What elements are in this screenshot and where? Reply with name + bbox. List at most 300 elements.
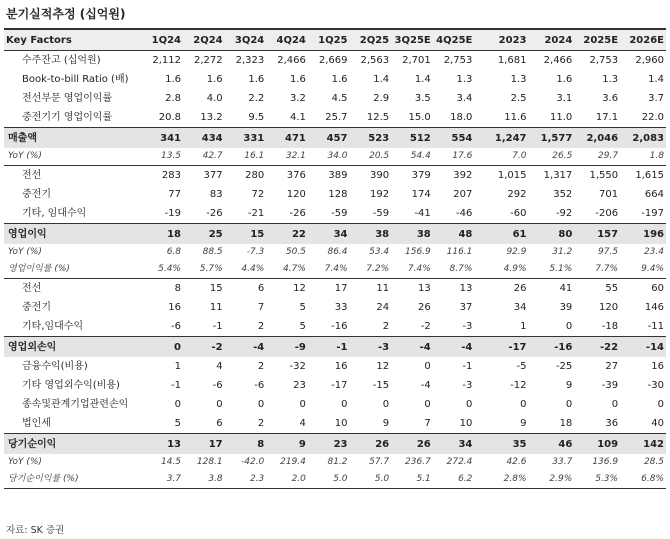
row-label: 영업이익률 (%): [8, 264, 70, 274]
row-label: 전선: [22, 283, 42, 294]
header-cell: 4Q25E: [436, 34, 473, 46]
quarter-value: 457: [326, 132, 348, 144]
quarter-value: 1.4: [373, 74, 390, 85]
quarter-value: 377: [203, 170, 223, 181]
quarter-value: 2.2: [248, 93, 265, 104]
column-gap: [474, 395, 482, 414]
annual-value: 146: [644, 302, 664, 313]
quarter-value: -59: [372, 208, 390, 219]
annual-value: 1: [520, 321, 527, 332]
column-gap: [474, 434, 482, 455]
quarter-value: 18: [167, 228, 182, 240]
quarter-value: 1.6: [165, 74, 182, 85]
annual-value: 28.5: [643, 457, 664, 467]
annual-value: 39: [559, 302, 573, 313]
quarter-value: 2,669: [318, 55, 348, 66]
annual-value: 97.5: [598, 247, 619, 257]
header-cell: 3Q24: [234, 34, 265, 46]
annual-value: -14: [645, 341, 664, 353]
annual-value: 0: [565, 321, 573, 332]
quarter-value: 128: [328, 189, 348, 200]
annual-value: 0: [565, 399, 573, 410]
quarter-value: -16: [331, 321, 348, 332]
annual-value: 22.0: [641, 112, 664, 123]
column-gap: [474, 204, 482, 224]
annual-value: -17: [508, 341, 527, 353]
quarter-value: 5.1: [416, 474, 431, 484]
quarter-value: 13: [418, 283, 431, 294]
quarter-value: 88.5: [202, 247, 223, 257]
quarter-value: 9: [298, 438, 306, 450]
annual-value: 26: [513, 283, 527, 294]
quarter-value: -1: [171, 380, 182, 391]
row-label: Book-to-bill Ratio (배): [22, 74, 129, 85]
quarter-value: 6: [216, 418, 223, 429]
annual-value: 55: [605, 283, 619, 294]
quarter-value: 16: [168, 302, 182, 313]
quarter-value: 23: [333, 438, 348, 450]
annual-value: -25: [555, 361, 573, 372]
ratio-row: [4, 244, 666, 261]
header-cell: 2024: [544, 34, 573, 46]
quarter-value: 2: [257, 418, 265, 429]
table-row: [4, 204, 666, 224]
quarter-value: 12: [376, 361, 390, 372]
annual-value: 9: [565, 380, 573, 391]
annual-value: 352: [553, 189, 573, 200]
column-gap: [474, 108, 482, 128]
table-row: [4, 317, 666, 337]
quarter-value: 9.5: [248, 112, 265, 123]
earnings-table: [4, 28, 666, 489]
quarter-value: 15.0: [408, 112, 431, 123]
quarter-value: -15: [372, 380, 390, 391]
annual-value: 1,317: [543, 170, 573, 181]
quarter-value: 81.2: [327, 457, 348, 467]
quarter-value: 0: [299, 399, 306, 410]
quarter-value: 0: [216, 399, 223, 410]
annual-value: 0: [657, 399, 664, 410]
quarter-value: 33: [334, 302, 348, 313]
annual-value: 18: [559, 418, 573, 429]
quarter-value: 22: [291, 228, 306, 240]
annual-value: -12: [510, 380, 527, 391]
quarter-value: 0: [424, 361, 431, 372]
column-gap: [474, 244, 482, 261]
table-row: [4, 279, 666, 299]
source-note: 자료: SK 증권: [6, 525, 65, 536]
quarter-value: 8: [257, 438, 265, 450]
table-body: [4, 51, 666, 489]
quarter-value: 0: [174, 399, 182, 410]
annual-value: 23.4: [643, 247, 664, 257]
quarter-value: 4: [299, 418, 306, 429]
quarter-value: 83: [209, 189, 223, 200]
quarter-value: 116.1: [446, 247, 473, 257]
quarter-value: 3.4: [456, 93, 473, 104]
annual-value: -18: [601, 321, 619, 332]
annual-value: 2.5: [510, 93, 527, 104]
annual-value: 2.8%: [503, 474, 527, 484]
quarter-value: -26: [206, 208, 223, 219]
quarter-value: 7.4%: [324, 264, 348, 274]
row-label: 중전기: [22, 302, 51, 313]
quarter-value: 0: [257, 399, 265, 410]
annual-value: 3.7: [648, 93, 664, 104]
annual-value: 142: [643, 438, 664, 450]
quarter-value: 2,753: [443, 55, 473, 66]
quarter-value: 2,272: [194, 55, 223, 66]
annual-value: -60: [510, 208, 527, 219]
quarter-value: 0: [174, 341, 182, 353]
annual-value: 2,960: [635, 55, 664, 66]
header-cell: 2023: [498, 34, 527, 46]
annual-value: -30: [647, 380, 664, 391]
annual-value: 5.3%: [595, 474, 619, 484]
annual-value: 80: [558, 228, 573, 240]
quarter-value: 331: [243, 132, 265, 144]
quarter-value: 1.6: [206, 74, 223, 85]
annual-value: 60: [651, 283, 664, 294]
row-label: 영업외손익: [8, 341, 57, 353]
quarter-value: 389: [328, 170, 348, 181]
column-gap: [474, 471, 482, 489]
annual-value: 9.4%: [641, 264, 664, 274]
annual-value: 46: [558, 438, 573, 450]
quarter-value: -2: [420, 321, 431, 332]
quarter-value: 2,466: [277, 55, 306, 66]
quarter-value: 13: [459, 283, 473, 294]
row-label: 당기순이익: [8, 438, 57, 450]
quarter-value: 341: [160, 132, 182, 144]
header-cell: 2Q25: [359, 34, 390, 46]
quarter-value: 5.7%: [199, 264, 223, 274]
annual-value: 4.9%: [503, 264, 527, 274]
header-cell: 4Q24: [276, 34, 306, 46]
row-label: 전선부문 영업이익률: [22, 93, 113, 104]
quarter-value: 10: [334, 418, 348, 429]
column-gap: [474, 414, 482, 434]
header-cell: 1Q24: [151, 34, 182, 46]
annual-value: 35: [512, 438, 527, 450]
quarter-value: 23: [293, 380, 306, 391]
annual-value: 36: [605, 418, 619, 429]
annual-value: 61: [512, 228, 527, 240]
annual-value: 1.8: [649, 151, 664, 161]
row-label: 수주잔고 (십억원): [22, 55, 101, 66]
quarter-value: 1.6: [248, 74, 265, 85]
annual-value: 40: [651, 418, 664, 429]
quarter-value: 2,563: [360, 55, 390, 66]
annual-value: 42.6: [506, 457, 527, 467]
ratio-row: [4, 148, 666, 166]
annual-value: 27: [605, 361, 619, 372]
row-label: 금융수익(비용): [22, 361, 88, 372]
annual-value: 2,466: [543, 55, 573, 66]
annual-value: 3.6: [602, 93, 619, 104]
quarter-value: 7: [257, 302, 265, 313]
quarter-value: -2: [211, 341, 223, 353]
column-gap: [474, 357, 482, 376]
quarter-value: -46: [456, 208, 473, 219]
table-row: [4, 108, 666, 128]
row-label: 법인세: [22, 418, 51, 429]
quarter-value: 14.5: [160, 457, 182, 467]
quarter-value: 5.0: [374, 474, 390, 484]
row-label: 영업이익: [8, 228, 47, 240]
quarter-value: 20.5: [369, 151, 390, 161]
quarter-value: 2.0: [291, 474, 306, 484]
quarter-value: 26: [375, 438, 390, 450]
annual-value: 1.4: [648, 74, 664, 85]
column-gap: [474, 376, 482, 395]
quarter-value: 471: [285, 132, 306, 144]
annual-value: -11: [647, 321, 664, 332]
quarter-value: 0: [424, 399, 431, 410]
annual-value: 31.2: [552, 247, 573, 257]
ratio-row: [4, 261, 666, 279]
column-gap: [474, 185, 482, 204]
quarter-value: -1: [336, 341, 348, 353]
quarter-value: 54.4: [410, 151, 431, 161]
row-label: YoY (%): [8, 151, 42, 161]
annual-value: 16: [651, 361, 664, 372]
quarter-value: 2.3: [249, 474, 265, 484]
row-label: 중전기기 영업이익률: [22, 112, 113, 123]
table-row: [4, 70, 666, 89]
quarter-value: 57.7: [369, 457, 390, 467]
quarter-value: 5: [299, 321, 306, 332]
column-gap: [474, 128, 482, 149]
quarter-value: 4.4%: [241, 264, 265, 274]
table-row: [4, 89, 666, 108]
quarter-value: 4: [216, 361, 223, 372]
column-gap: [474, 89, 482, 108]
ratio-row: [4, 471, 666, 489]
annual-value: 701: [599, 189, 619, 200]
quarter-value: -4: [461, 341, 473, 353]
quarter-value: 25: [208, 228, 223, 240]
section-row: [4, 224, 666, 245]
annual-value: 2,083: [632, 132, 664, 144]
quarter-value: -9: [294, 341, 306, 353]
quarter-value: 38: [375, 228, 390, 240]
header-gap: [474, 29, 482, 51]
header-cell: 3Q25E: [394, 34, 431, 46]
quarter-value: -6: [171, 321, 182, 332]
quarter-value: -17: [331, 380, 348, 391]
column-gap: [474, 261, 482, 279]
row-label: 전선: [22, 170, 42, 181]
quarter-value: 2: [257, 361, 265, 372]
quarter-value: 174: [411, 189, 431, 200]
annual-value: 34: [513, 302, 527, 313]
quarter-value: 156.9: [405, 247, 431, 257]
quarter-value: 2: [257, 321, 265, 332]
quarter-value: 16: [334, 361, 348, 372]
quarter-value: 26: [418, 302, 431, 313]
quarter-value: 25.7: [325, 112, 348, 123]
quarter-value: 5: [299, 302, 306, 313]
quarter-value: 6.8: [166, 247, 182, 257]
column-gap: [474, 317, 482, 337]
annual-value: 1,015: [497, 170, 527, 181]
quarter-value: 434: [201, 132, 223, 144]
table-row: [4, 51, 666, 71]
quarter-value: 207: [453, 189, 473, 200]
quarter-value: 37: [459, 302, 473, 313]
quarter-value: -42.0: [240, 457, 265, 467]
quarter-value: 15: [250, 228, 265, 240]
quarter-value: 120: [286, 189, 306, 200]
annual-value: -16: [554, 341, 573, 353]
quarter-value: 10: [459, 418, 473, 429]
annual-value: -39: [601, 380, 619, 391]
section-row: [4, 337, 666, 358]
quarter-value: -3: [378, 341, 390, 353]
quarter-value: 5.0: [333, 474, 348, 484]
annual-value: 1,615: [635, 170, 664, 181]
quarter-value: 17: [208, 438, 223, 450]
section-row: [4, 128, 666, 149]
quarter-value: 3.8: [208, 474, 223, 484]
quarter-value: 48: [458, 228, 473, 240]
quarter-value: 4.0: [206, 93, 223, 104]
row-label: 기타, 임대수익: [22, 208, 87, 219]
quarter-value: 34.0: [327, 151, 348, 161]
quarter-value: -41: [414, 208, 431, 219]
row-label: 매출액: [8, 132, 37, 144]
annual-value: 3.1: [556, 93, 573, 104]
quarter-value: 272.4: [446, 457, 473, 467]
header-row: [4, 29, 666, 51]
quarter-value: 12: [293, 283, 306, 294]
quarter-value: 236.7: [405, 457, 431, 467]
quarter-value: 2,323: [235, 55, 265, 66]
annual-value: 1,577: [540, 132, 573, 144]
annual-value: 9: [520, 418, 527, 429]
column-gap: [474, 70, 482, 89]
quarter-value: -4: [420, 380, 431, 391]
quarter-value: 15: [209, 283, 223, 294]
quarter-value: 283: [161, 170, 182, 181]
annual-value: 2.9%: [549, 474, 573, 484]
column-gap: [474, 454, 482, 471]
quarter-value: 0: [382, 399, 390, 410]
quarter-value: 11: [376, 283, 390, 294]
annual-value: 92.9: [506, 247, 527, 257]
table-row: [4, 298, 666, 317]
quarter-value: 3.5: [414, 93, 431, 104]
annual-value: 136.9: [592, 457, 619, 467]
quarter-value: -3: [462, 321, 473, 332]
quarter-value: 4.5: [331, 93, 348, 104]
column-gap: [474, 224, 482, 245]
annual-value: 1.6: [556, 74, 573, 85]
annual-value: 41: [559, 283, 573, 294]
quarter-value: 32.1: [285, 151, 306, 161]
annual-value: 26.5: [552, 151, 573, 161]
quarter-value: 6.2: [458, 474, 473, 484]
column-gap: [474, 166, 482, 186]
quarter-value: 34: [458, 438, 473, 450]
annual-value: 1,681: [497, 55, 527, 66]
quarter-value: -26: [289, 208, 306, 219]
quarter-value: 13.2: [200, 112, 223, 123]
quarter-value: 20.8: [158, 112, 182, 123]
quarter-value: 2,112: [152, 55, 182, 66]
quarter-value: 13: [167, 438, 182, 450]
quarter-value: -6: [212, 380, 223, 391]
quarter-value: 4.1: [289, 112, 306, 123]
annual-value: 5.1%: [549, 264, 573, 274]
quarter-value: 8.7%: [449, 264, 473, 274]
quarter-value: 53.4: [369, 247, 390, 257]
quarter-value: -1: [212, 321, 223, 332]
annual-value: 11.0: [550, 112, 573, 123]
annual-value: 1,550: [589, 170, 619, 181]
table-row: [4, 376, 666, 395]
header-cell: 2Q24: [193, 34, 223, 46]
quarter-value: 7.2%: [366, 264, 390, 274]
column-gap: [474, 148, 482, 166]
annual-value: 1.3: [602, 74, 619, 85]
quarter-value: 1: [174, 361, 182, 372]
annual-value: 2,046: [586, 132, 619, 144]
annual-value: -92: [555, 208, 573, 219]
annual-value: -206: [595, 208, 619, 219]
quarter-value: -7.3: [246, 247, 265, 257]
table-row: [4, 395, 666, 414]
quarter-value: 390: [370, 170, 390, 181]
annual-value: 664: [644, 189, 664, 200]
quarter-value: 128.1: [196, 457, 223, 467]
quarter-value: -19: [164, 208, 182, 219]
annual-value: 0: [520, 399, 527, 410]
annual-value: 33.7: [552, 457, 573, 467]
header-cell: 1Q25: [318, 34, 348, 46]
annual-value: -197: [641, 208, 664, 219]
annual-value: 120: [599, 302, 619, 313]
annual-value: 196: [643, 228, 664, 240]
annual-value: -22: [600, 341, 619, 353]
quarter-value: 512: [409, 132, 431, 144]
column-gap: [474, 279, 482, 299]
annual-value: 17.1: [595, 112, 619, 123]
quarter-value: 376: [286, 170, 306, 181]
annual-value: 1,247: [494, 132, 527, 144]
quarter-value: 3.7: [166, 474, 182, 484]
quarter-value: 1.4: [414, 74, 431, 85]
header-label: Key Factors: [6, 34, 72, 46]
quarter-value: -3: [462, 380, 473, 391]
column-gap: [474, 337, 482, 358]
quarter-value: -1: [462, 361, 473, 372]
row-label: 기타,임대수익: [22, 321, 84, 332]
table-row: [4, 414, 666, 434]
annual-value: 6.8%: [641, 474, 664, 484]
row-label: 종속및관계기업관련손익: [22, 399, 129, 410]
table-title: 분기실적추정 (십억원): [6, 7, 126, 21]
quarter-value: 192: [370, 189, 390, 200]
table-row: [4, 166, 666, 186]
annual-value: 11.6: [504, 112, 527, 123]
quarter-value: 9: [382, 418, 390, 429]
annual-value: 157: [597, 228, 619, 240]
quarter-value: 12.5: [366, 112, 390, 123]
quarter-value: 13.5: [160, 151, 182, 161]
quarter-value: 72: [251, 189, 265, 200]
